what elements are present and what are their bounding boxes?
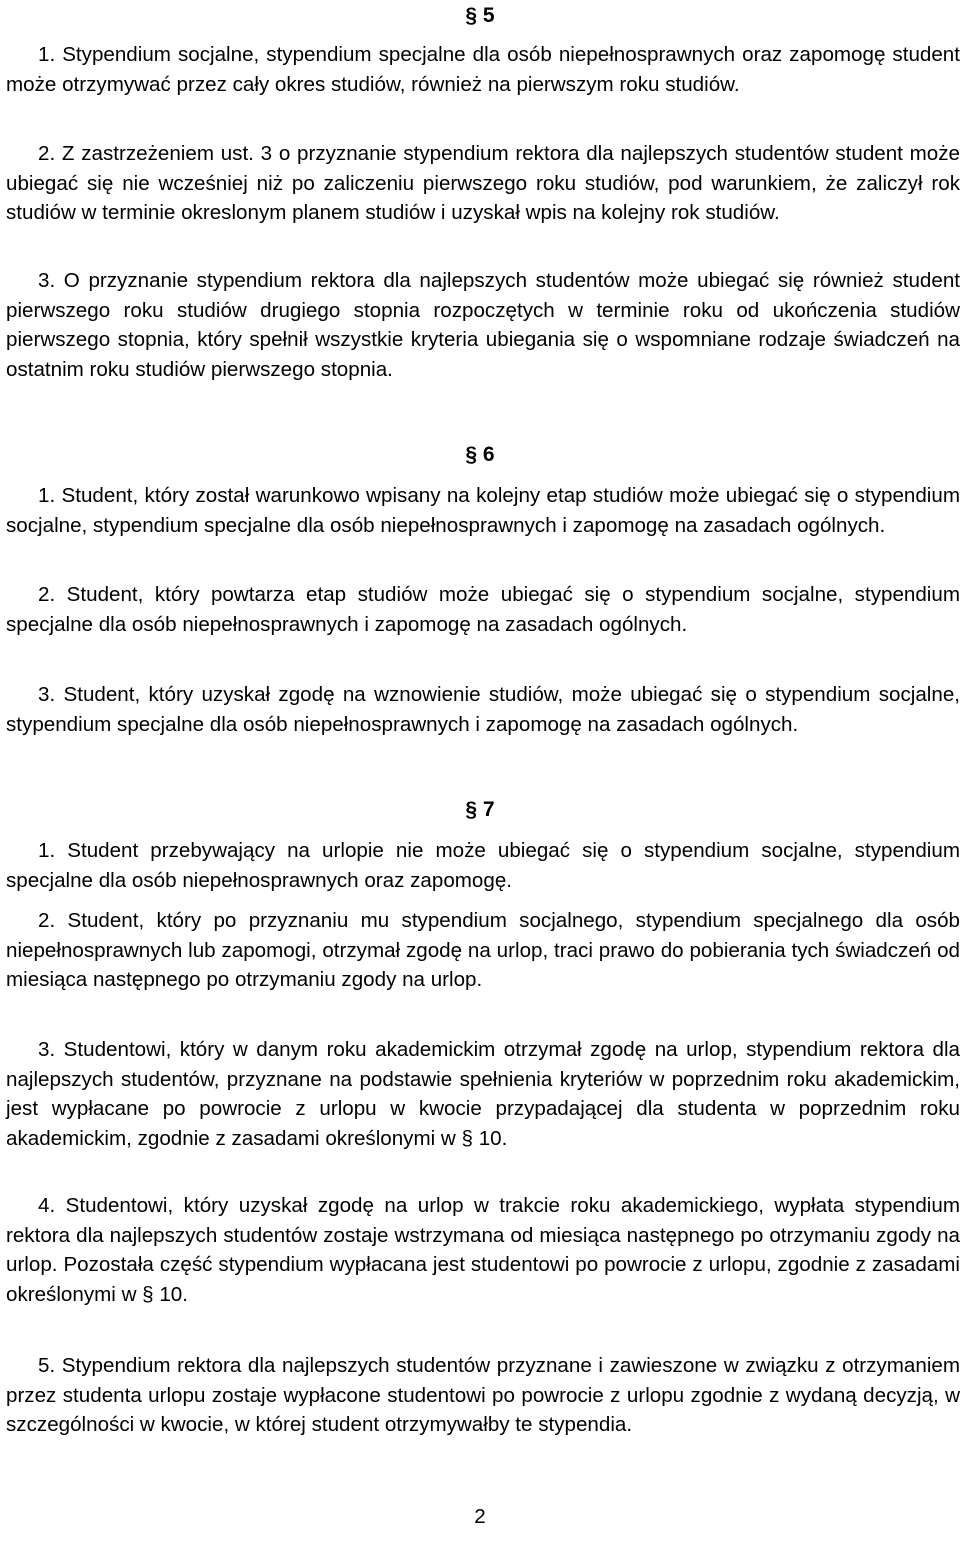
paragraph: 4. Studentowi, który uzyskał zgodę na urlop w trakcie roku akademickiego, wypłata stypendium rektora dla najlepszych studentów zostaje wstrzymana od miesiąca następnego po otrzymaniu zgody na urlop. Pozostała część stypendium wypłacana jest studentowi po powrocie z urlopu, zgodnie z zasadami określonymi w § 10. (6, 1194, 960, 1306)
section-heading: § 6 (465, 443, 495, 466)
section-heading: § 7 (465, 798, 495, 821)
paragraph: 3. O przyznanie stypendium rektora dla najlepszych studentów może ubiegać się również student pierwszego roku studiów drugiego stopnia rozpoczętych w terminie roku od ukończenia studiów pierwszego stopnia, który spełnił wszystkie kryteria ubiegania się o wspomniane rodzaje świadczeń na ostatnim roku studiów pierwszego stopnia. (6, 269, 960, 381)
paragraph: 2. Z zastrzeżeniem ust. 3 o przyznanie stypendium rektora dla najlepszych studentów student może ubiegać się nie wcześniej niż po zaliczeniu pierwszego roku studiów, pod warunkiem, że zaliczył rok studiów w terminie okreslonym planem studiów i uzyskał wpis na kolejny rok studiów. (6, 142, 960, 224)
paragraph: 3. Studentowi, który w danym roku akademickim otrzymał zgodę na urlop, stypendium rektora dla najlepszych studentów, przyznane na podstawie spełnienia kryteriów w poprzednim roku akademickim, jest wypłacane po powrocie z urlopu w kwocie przypadającej dla studenta w poprzednim roku akademickim, zgodnie z zasadami określonymi w § 10. (6, 1038, 960, 1150)
section-heading: § 5 (465, 4, 495, 27)
page-number: 2 (474, 1505, 486, 1528)
paragraph: 1. Stypendium socjalne, stypendium specjalne dla osób niepełnosprawnych oraz zapomogę student może otrzymywać przez cały okres studiów, również na pierwszym roku studiów. (6, 43, 960, 96)
paragraph: 2. Student, który po przyznaniu mu stypendium socjalnego, stypendium specjalnego dla osób niepełnosprawnych lub zapomogi, otrzymał zgodę na urlop, traci prawo do pobierania tych świadczeń od miesiąca następnego po otrzymaniu zgody na urlop. (6, 909, 960, 991)
paragraph: 2. Student, który powtarza etap studiów może ubiegać się o stypendium socjalne, stypendium specjalne dla osób niepełnosprawnych i zapomogę na zasadach ogólnych. (6, 583, 960, 636)
paragraph: 1. Student przebywający na urlopie nie może ubiegać się o stypendium socjalne, stypendium specjalne dla osób niepełnosprawnych oraz zapomogę. (6, 839, 960, 892)
paragraph: 5. Stypendium rektora dla najlepszych studentów przyznane i zawieszone w związku z otrzymaniem przez studenta urlopu zostaje wypłacone studentowi po powrocie z urlopu zgodnie z wydaną decyzją, w szczególności w kwocie, w której student otrzymywałby te stypendia. (6, 1354, 960, 1436)
paragraph: 3. Student, który uzyskał zgodę na wznowienie studiów, może ubiegać się o stypendium socjalne, stypendium specjalne dla osób niepełnosprawnych i zapomogę na zasadach ogólnych. (6, 683, 960, 736)
paragraph: 1. Student, który został warunkowo wpisany na kolejny etap studiów może ubiegać się o stypendium socjalne, stypendium specjalne dla osób niepełnosprawnych i zapomogę na zasadach ogólnych. (6, 484, 960, 537)
